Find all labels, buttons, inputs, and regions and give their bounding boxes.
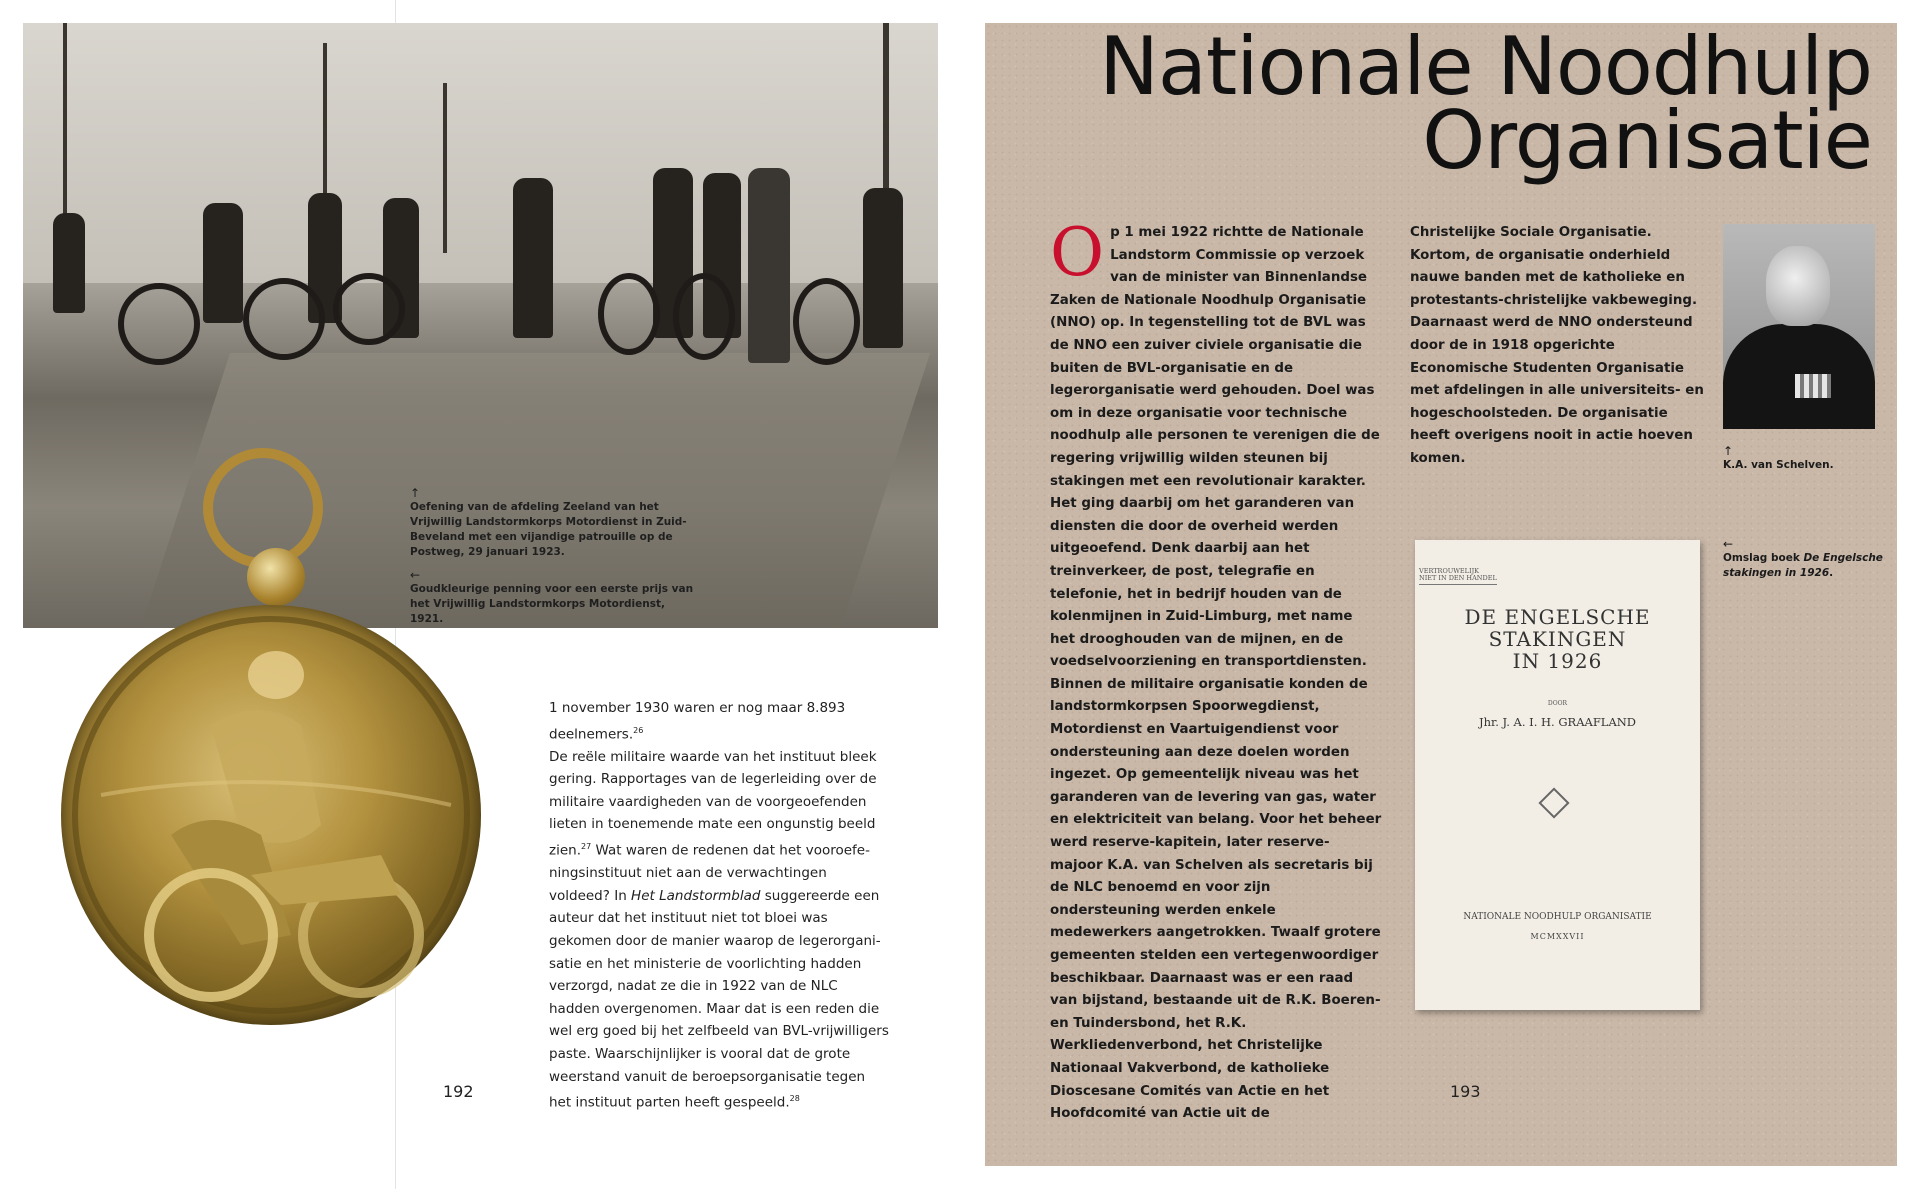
portrait-caption-text: K.A. van Schelven. <box>1723 459 1834 471</box>
page-number-left: 192 <box>443 1082 474 1101</box>
photo-wheel <box>598 273 660 355</box>
photo-soldier <box>53 213 85 313</box>
drop-cap: O <box>1050 214 1105 291</box>
photo-sky <box>23 23 938 283</box>
column-1-text: p 1 mei 1922 richtte de Nationale Landstorm Commissie op verzoek van de minister van Binnenlandse Zaken de Nationale Noodhulp Organisatie (NNO) op. In tegenstelling tot de BVL was de NNO een zuiver civiele organisatie die buiten de BVL-organisatie en de legerorganisatie werd gehouden. Doel was om in deze organisatie voor technische noodhulp alle personen te verenigen die de regering vrijwillig wilden steunen bij stakingen met een revolutionair karakter. Het ging daarbij om het garanderen van diensten die door de overheid werden uitgeoefend. Denk daarbij aan het treinverkeer, de post, telegrafie en telefonie, het in bedrijf houden van de kolenmijnen in Zuid-Limburg, met name het drooghouden van de mijnen, en de voedselvoorziening en transportdiensten. Binnen de militaire organisatie konden de landstormkorpsen Spoorwegdienst, Motordienst en Vaartuigendienst voor ondersteuning aan deze doelen worden ingezet. Op gemeentelijk niveau was het garanderen van de levering van gas, water en elektriciteit van belang. Voor het beheer werd reserve-kapitein, later reserve-majoor K.A. van Schelven als secretaris bij de NLC benoemd en voor zijn ondersteuning werden enkele medewerkers aangetrokken. Twaalf grotere gemeenten stelden een vertegenwoordiger beschikbaar. Daarnaast was er een raad van bijstand, bestaande uit de R.K. Boeren- en Tuindersbond, het R.K. Werkliedenverbond, het Christelijke Nationaal Vakverbond, de katholieke Dioscesane Comités van Actie en het Hoofdcomité van Actie uit de <box>1050 225 1382 1122</box>
arrow-up-icon: ↑ <box>410 486 421 500</box>
book-publisher: NATIONALE NOODHULP ORGANISATIE <box>1463 912 1652 922</box>
book-cover <box>1415 540 1700 1010</box>
left-paragraph-1 <box>549 697 889 746</box>
book-confidential-label <box>1419 568 1497 585</box>
article-column-1 <box>1050 214 1382 1126</box>
photo-wheel <box>673 273 735 360</box>
photo-caption-text: Oefening van de afdeling Zeeland van het Vrijwillig Landstormkorps Motordienst in Zuid-Beveland met een vijandige patrouille op de Postweg, 29 januari 1923. <box>410 501 687 558</box>
book-label-line: VERTROUWELIJK <box>1419 567 1480 575</box>
title-line-1: Nationale Noodhulp <box>1099 20 1872 113</box>
photo-wheel <box>333 273 405 345</box>
arrow-left-icon: ← <box>410 568 421 582</box>
paragraph-text: suggereerde een auteur dat het instituut niet tot bloei was gekomen door de manier waarop de legerorgani-satie en het ministerie de voorlichting hadden verzorgd, nadat ze die in 1922 van de NLC hadden overgenomen. Maar dat is een reden die wel erg goed bij het zelfbeeld van BVL-vrijwilligers paste. Waarschijnlijker is vooral dat de grote weerstand vanuit de beroepsorganisatie tegen het instituut parten heeft gespeeld. <box>549 887 889 1111</box>
ornament-icon <box>1538 787 1569 818</box>
book-caption-text: Omslag boek <box>1723 552 1804 564</box>
photo-wheel <box>118 283 200 365</box>
book-caption-end: . <box>1829 567 1834 579</box>
portrait-photo <box>1723 224 1875 429</box>
paragraph-text: 1 november 1930 waren er nog maar 8.893 deelnemers. <box>549 700 846 743</box>
column-2-text: Christelijke Sociale Organisatie. Kortom, de organisatie onderhield nauwe banden met de katholieke en protestants-christelijke vakbeweging. Daarnaast werd de NNO ondersteund door de in 1918 opgerichte Economische Studenten Organisatie met afdelingen in alle universiteits- en hogeschoolsteden. De organisatie heeft overigens nooit in actie hoeven komen. <box>1410 225 1704 466</box>
photo-soldier <box>748 168 790 363</box>
paragraph-text: Wat waren de redenen dat het vooroefe-ningsinstituut niet aan de verwachtingen voldeed? In <box>549 842 870 904</box>
book-year: MCMXXVII <box>1530 932 1585 941</box>
book-title <box>1415 606 1700 672</box>
portrait-head <box>1766 246 1830 326</box>
title-line-2: Organisatie <box>1422 94 1872 187</box>
portrait-caption <box>1723 444 1883 473</box>
footnote-ref: 26 <box>633 725 644 735</box>
article-column-2 <box>1410 222 1710 471</box>
medal-caption-text: Goudkleurige penning voor een eerste prijs van het Vrijwillig Landstormkorps Motordienst, 1921. <box>410 583 694 625</box>
photo-caption <box>410 486 710 560</box>
motorcyclist-relief <box>61 605 481 1025</box>
photo-soldier <box>203 203 243 323</box>
left-paragraph-2 <box>549 746 889 1115</box>
photo-tree <box>443 83 447 253</box>
photo-wheel <box>793 278 860 365</box>
publication-title: Het Landstormblad <box>631 887 761 904</box>
book-title-line: DE ENGELSCHE <box>1464 605 1651 629</box>
photo-soldier <box>863 188 903 348</box>
footnote-ref: 27 <box>581 842 592 852</box>
book-title-line: IN 1926 <box>1512 649 1603 673</box>
book-title-italic: De Engelsche stakingen in 1926 <box>1723 552 1883 579</box>
footnote-ref: 28 <box>789 1094 800 1104</box>
medal-image <box>61 605 481 1025</box>
paragraph-text: De reële militaire waarde van het instituut bleek gering. Rapportages van de legerleiding over de militaire vaardigheden van de voorgeoefenden lieten in toenemende mate een ongunstig beeld zien. <box>549 748 877 859</box>
page-number-right: 193 <box>1450 1082 1481 1101</box>
book-author: Jhr. J. A. I. H. GRAAFLAND <box>1478 715 1637 729</box>
book-label-line: NIET IN DEN HANDEL <box>1419 574 1497 582</box>
book-door: DOOR <box>1547 700 1568 707</box>
left-body-text <box>549 697 889 1114</box>
portrait-medals <box>1795 374 1831 398</box>
book-title-line: STAKINGEN <box>1488 627 1627 651</box>
photo-soldier <box>513 178 553 338</box>
book-caption <box>1723 537 1883 581</box>
medal-knob <box>247 548 305 606</box>
photo-wheel <box>243 278 325 360</box>
arrow-up-icon: ↑ <box>1723 444 1734 458</box>
arrow-left-icon: ← <box>1723 537 1734 551</box>
page-title <box>1099 20 1872 187</box>
